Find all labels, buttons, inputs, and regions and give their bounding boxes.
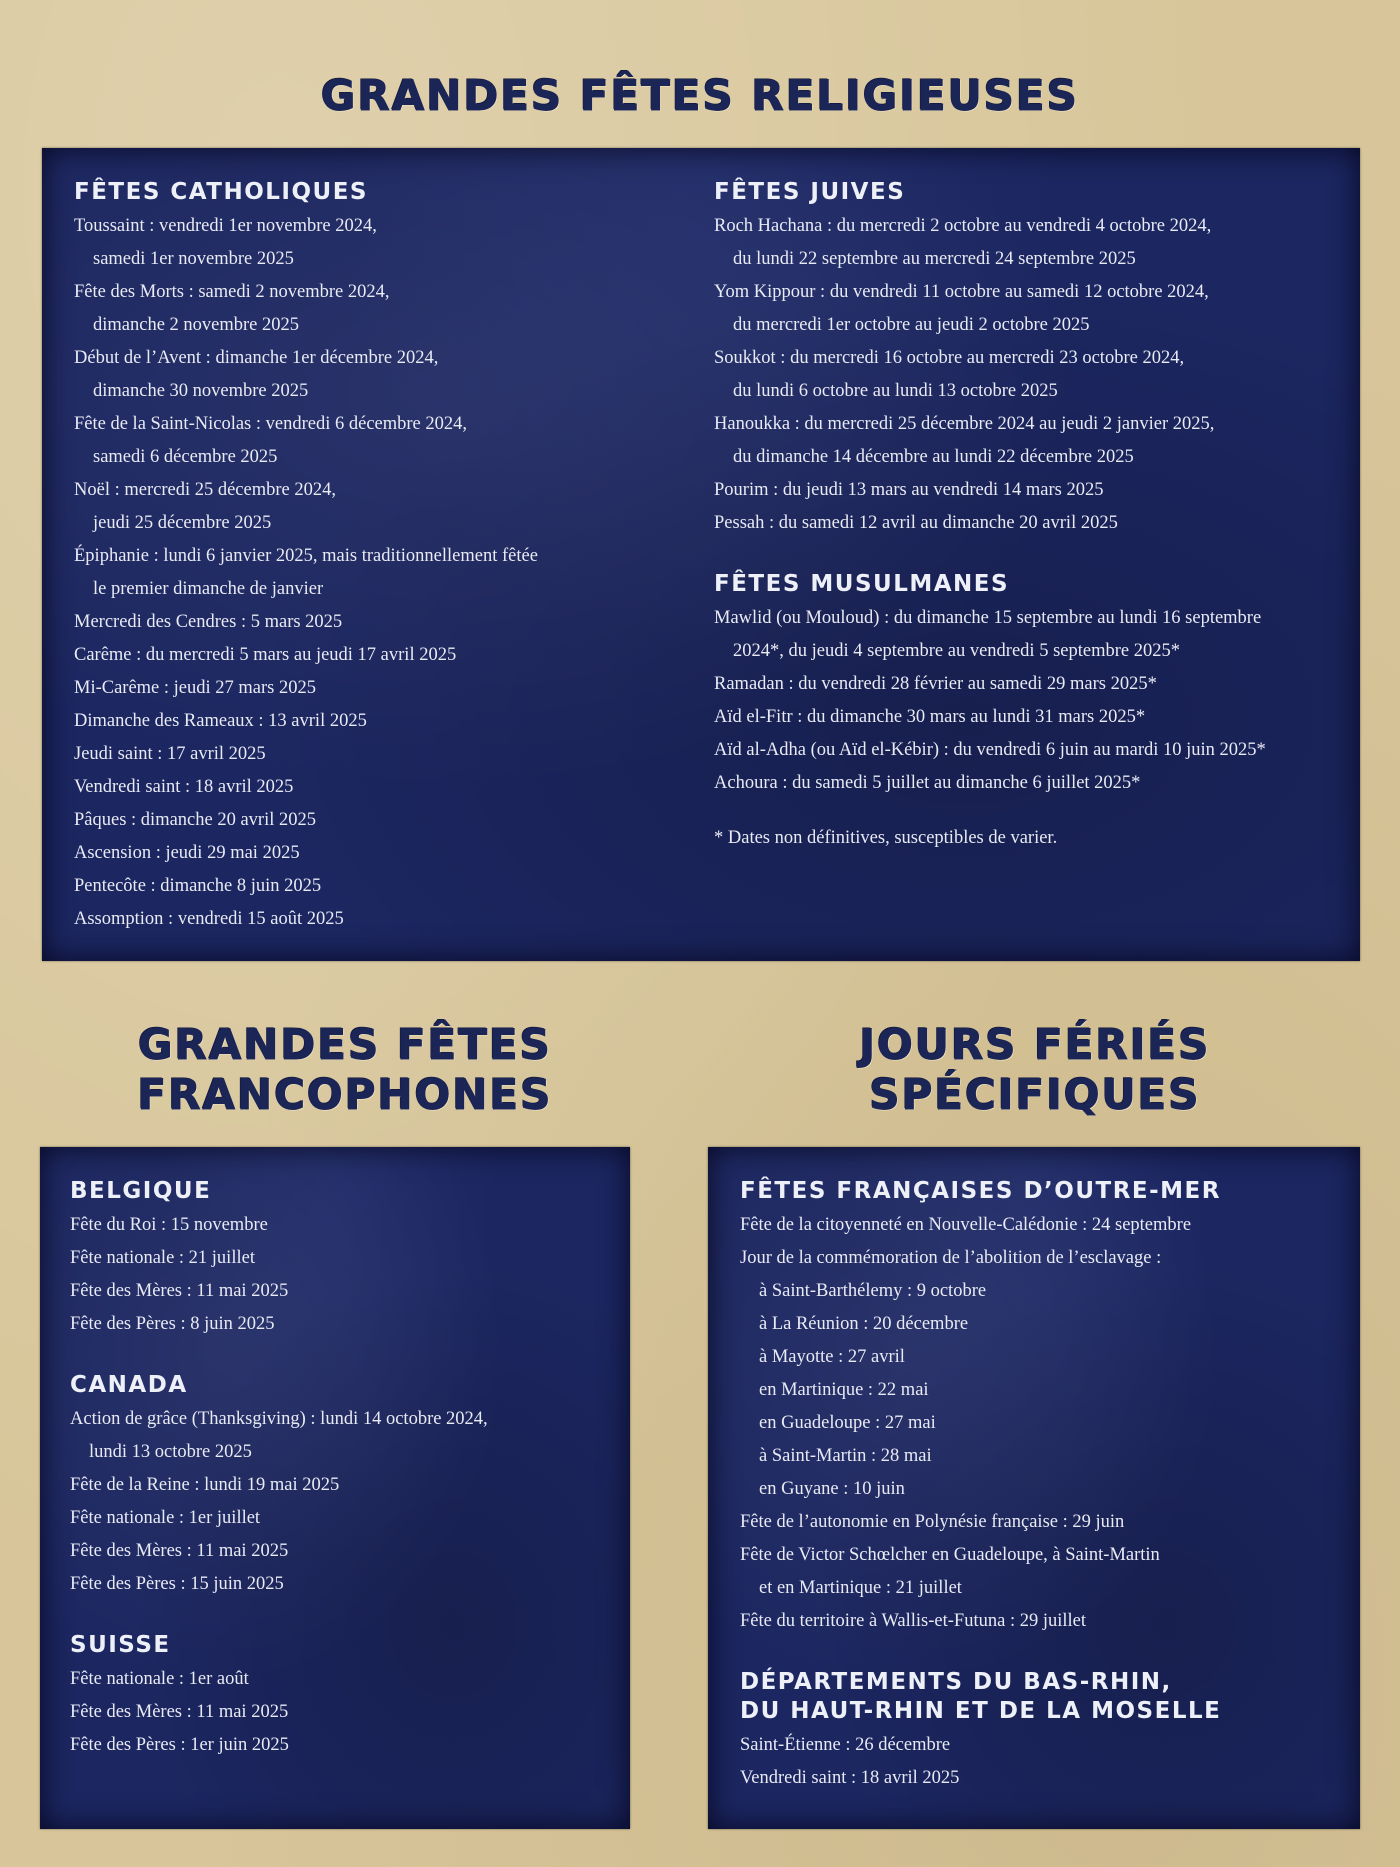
panel-francophones [40,1147,630,1829]
heading-alsace-line-1: DÉPARTEMENTS DU BAS-RHIN, [740,1669,1172,1695]
heading-canada: CANADA [70,1372,188,1398]
list-item: lundi 13 octobre 2025 [89,1442,252,1462]
column-juives-musulmanes [714,178,1354,855]
list-item: dimanche 2 novembre 2025 [93,315,300,335]
list-item: Ramadan : du vendredi 28 février au samedi 29 mars 2025* [714,674,1157,694]
heading-suisse: SUISSE [70,1632,171,1658]
column-francophones [70,1177,620,1762]
list-item: Fête des Mères : 11 mai 2025 [70,1281,289,1301]
list-item: Noël : mercredi 25 décembre 2024, [74,480,336,500]
list-item: Action de grâce (Thanksgiving) : lundi 14 octobre 2024, [70,1409,488,1429]
title-francophones-line-1: GRANDES FÊTES [138,1020,552,1069]
list-item: Épiphanie : lundi 6 janvier 2025, mais traditionnellement fêtée [74,546,538,566]
list-item: Mi-Carême : jeudi 27 mars 2025 [74,678,316,698]
list-item: Aïd el-Fitr : du dimanche 30 mars au lundi 31 mars 2025* [714,707,1146,727]
list-item: Hanoukka : du mercredi 25 décembre 2024 au jeudi 2 janvier 2025, [714,414,1215,434]
list-item: Jour de la commémoration de l’abolition de l’esclavage : [740,1248,1162,1268]
title-francophones-line-2: FRANCOPHONES [137,1070,553,1119]
list-item: Fête de l’autonomie en Polynésie française : 29 juin [740,1512,1125,1532]
list-item: Fête de la Reine : lundi 19 mai 2025 [70,1475,340,1495]
list-item: Fête des Pères : 1er juin 2025 [70,1735,289,1755]
list-item: 2024*, du jeudi 4 septembre au vendredi 5 septembre 2025* [733,641,1180,661]
list-item: Fête nationale : 1er août [70,1669,249,1689]
footnote: * Dates non définitives, susceptibles de varier. [714,828,1058,848]
list-item: Yom Kippour : du vendredi 11 octobre au samedi 12 octobre 2024, [714,282,1209,302]
list-item: en Guyane : 10 juin [759,1479,905,1499]
list-item: Début de l’Avent : dimanche 1er décembre 2024, [74,348,439,368]
list-item: Ascension : jeudi 29 mai 2025 [74,843,300,863]
list-item: du mercredi 1er octobre au jeudi 2 octobre 2025 [733,315,1090,335]
list-item: samedi 1er novembre 2025 [93,249,294,269]
heading-outremer: FÊTES FRANÇAISES D’OUTRE-MER [740,1178,1221,1204]
title-feries-line-2: SPÉCIFIQUES [869,1070,1201,1119]
list-item: Fête de Victor Schœlcher en Guadeloupe, à Saint-Martin [740,1545,1160,1565]
list-item: Saint-Étienne : 26 décembre [740,1735,951,1755]
list-item: du lundi 6 octobre au lundi 13 octobre 2025 [733,381,1058,401]
list-item: Pessah : du samedi 12 avril au dimanche 20 avril 2025 [714,513,1118,533]
list-item: Fête du territoire à Wallis-et-Futuna : 29 juillet [740,1611,1086,1631]
section-gap [70,1341,620,1371]
list-item: à Saint-Martin : 28 mai [759,1446,932,1466]
column-catholiques [74,178,714,936]
section-gap [714,540,1354,570]
column-feries [740,1177,1352,1795]
list-item: Fête des Morts : samedi 2 novembre 2024, [74,282,390,302]
heading-musulmanes: FÊTES MUSULMANES [714,571,1010,597]
heading-belgique: BELGIQUE [70,1178,212,1204]
list-item: Pourim : du jeudi 13 mars au vendredi 14 mars 2025 [714,480,1104,500]
list-item: à Saint-Barthélemy : 9 octobre [759,1281,987,1301]
list-item: Fête de la citoyenneté en Nouvelle-Calédonie : 24 septembre [740,1215,1192,1235]
list-item: Soukkot : du mercredi 16 octobre au mercredi 23 octobre 2024, [714,348,1185,368]
list-item: Roch Hachana : du mercredi 2 octobre au vendredi 4 octobre 2024, [714,216,1212,236]
heading-juives: FÊTES JUIVES [714,179,906,205]
section-gap [714,800,1354,822]
list-item: le premier dimanche de janvier [93,579,324,599]
list-item: Fête des Pères : 15 juin 2025 [70,1574,284,1594]
list-item: et en Martinique : 21 juillet [759,1578,962,1598]
list-item: Vendredi saint : 18 avril 2025 [740,1768,960,1788]
list-item: Fête du Roi : 15 novembre [70,1215,268,1235]
list-item: Mercredi des Cendres : 5 mars 2025 [74,612,343,632]
heading-catholiques: FÊTES CATHOLIQUES [74,179,368,205]
list-item: Fête des Mères : 11 mai 2025 [70,1541,289,1561]
list-item: Fête de la Saint-Nicolas : vendredi 6 décembre 2024, [74,414,467,434]
list-item: Fête nationale : 21 juillet [70,1248,255,1268]
list-item: Fête des Mères : 11 mai 2025 [70,1702,289,1722]
list-item: du lundi 22 septembre au mercredi 24 septembre 2025 [733,249,1136,269]
list-item: samedi 6 décembre 2025 [93,447,278,467]
list-item: dimanche 30 novembre 2025 [93,381,309,401]
title-francophones [40,1020,650,1120]
list-item: Vendredi saint : 18 avril 2025 [74,777,294,797]
list-item: Aïd al-Adha (ou Aïd el-Kébir) : du vendredi 6 juin au mardi 10 juin 2025* [714,740,1266,760]
list-item: du dimanche 14 décembre au lundi 22 décembre 2025 [733,447,1134,467]
list-item: à La Réunion : 20 décembre [759,1314,969,1334]
panel-feries [708,1147,1360,1829]
list-item: à Mayotte : 27 avril [759,1347,905,1367]
list-item: en Guadeloupe : 27 mai [759,1413,936,1433]
list-item: Pentecôte : dimanche 8 juin 2025 [74,876,322,896]
list-item: Pâques : dimanche 20 avril 2025 [74,810,316,830]
list-item: Achoura : du samedi 5 juillet au dimanche 6 juillet 2025* [714,773,1141,793]
panel-religieuses [42,148,1360,961]
list-item: Assomption : vendredi 15 août 2025 [74,909,344,929]
heading-alsace-line-2: DU HAUT-RHIN ET DE LA MOSELLE [740,1698,1222,1724]
section-gap [740,1638,1352,1668]
list-item: Jeudi saint : 17 avril 2025 [74,744,266,764]
list-item: Carême : du mercredi 5 mars au jeudi 17 avril 2025 [74,645,457,665]
title-feries-line-1: JOURS FÉRIÉS [859,1020,1211,1069]
page-title: GRANDES FÊTES RELIGIEUSES [321,71,1079,120]
list-item: Fête des Pères : 8 juin 2025 [70,1314,275,1334]
section-gap [70,1601,620,1631]
list-item: Mawlid (ou Mouloud) : du dimanche 15 septembre au lundi 16 septembre [714,608,1262,628]
list-item: jeudi 25 décembre 2025 [93,513,272,533]
list-item: Toussaint : vendredi 1er novembre 2024, [74,216,377,236]
list-item: Fête nationale : 1er juillet [70,1508,261,1528]
list-item: en Martinique : 22 mai [759,1380,929,1400]
list-item: Dimanche des Rameaux : 13 avril 2025 [74,711,367,731]
title-feries [710,1020,1360,1120]
